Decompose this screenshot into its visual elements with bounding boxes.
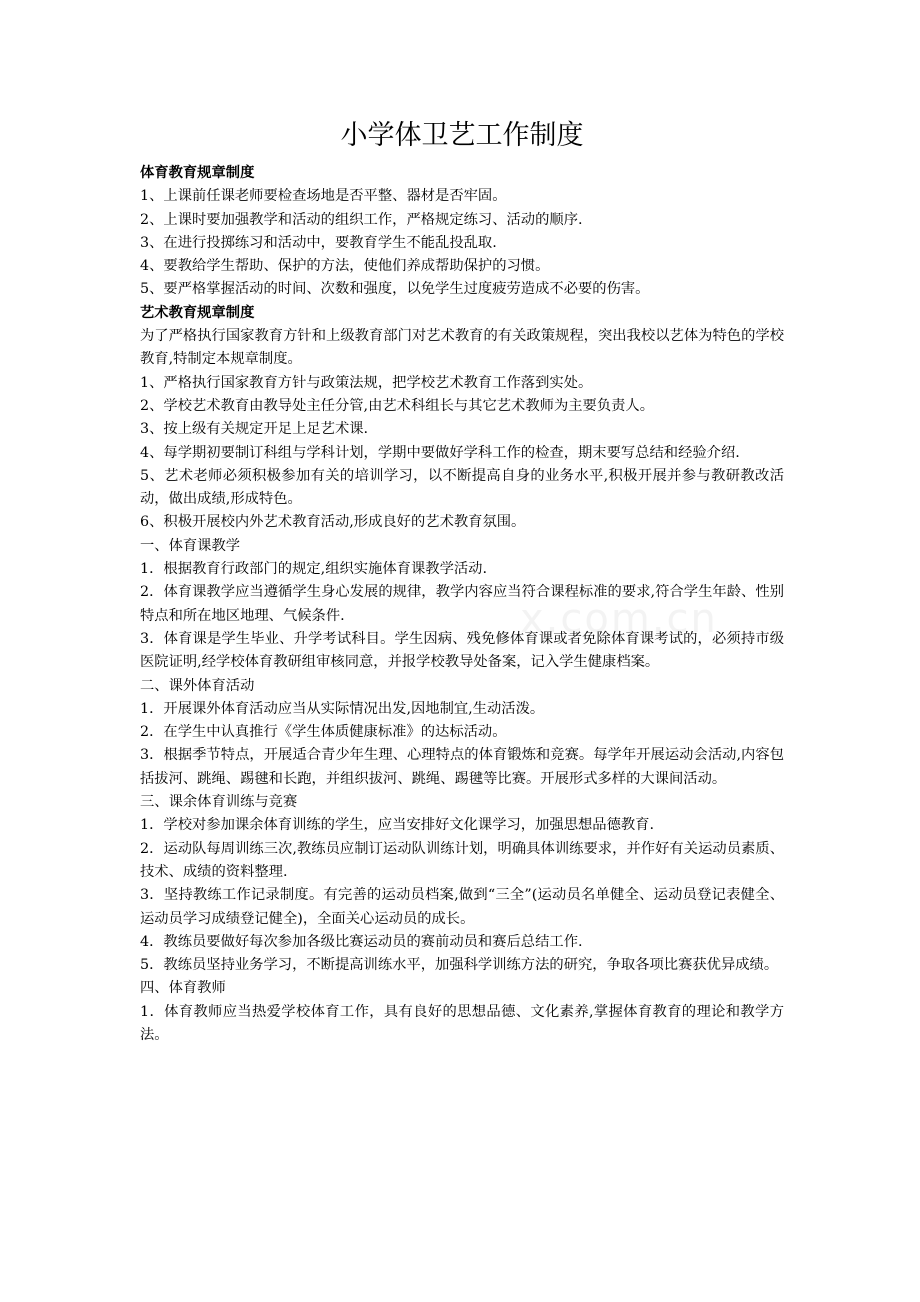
paragraph-line: 1．学校对参加课余体育训练的学生，应当安排好文化课学习，加强思想品德教育.: [140, 817, 655, 834]
paragraph-line: 4、要教给学生帮助、保护的方法，使他们养成帮助保护的习惯。: [140, 258, 550, 275]
document-page: [140, 112, 784, 1047]
paragraph-line: 6、积极开展校内外艺术教育活动,形成良好的艺术教育氛围。: [140, 514, 526, 531]
paragraph-line: 1．根据教育行政部门的规定,组织实施体育课教学活动.: [140, 561, 488, 578]
paragraph-line: 2、学校艺术教育由教导处主任分管,由艺术科组长与其它艺术教师为主要负责人。: [140, 397, 655, 414]
paragraph-line: 3、按上级有关规定开足上足艺术课.: [140, 421, 369, 438]
paragraph-line: 四、体育教师: [140, 980, 226, 997]
paragraph-line: 5．教练员坚持业务学习，不断提高训练水平，加强科学训练方法的研究，争取各项比赛获优异成绩。: [140, 957, 779, 974]
paragraph-line: 5、艺术老师必须积极参加有关的培训学习，以不断提高自身的业务水平,积极开展并参与教研教改活动，做出成绩,形成特色。: [140, 467, 784, 508]
document-title: 小学体卫艺工作制度: [340, 120, 584, 151]
paragraph-line: 二、课外体育活动: [140, 677, 255, 694]
paragraph-line: 2．在学生中认真推行《学生体质健康标准》的达标活动。: [140, 724, 507, 741]
paragraph-line: 3．体育课是学生毕业、升学考试科目。学生因病、残免修体育课或者免除体育课考试的，必须持市级医院证明,经学校体育教研组审核同意，并报学校教导处备案，记入学生健康档案。: [140, 630, 784, 671]
paragraph-line: 3、在进行投掷练习和活动中，要教育学生不能乱投乱取.: [140, 234, 497, 251]
paragraph-line: 4．教练员要做好每次参加各级比赛运动员的赛前动员和赛后总结工作.: [140, 933, 583, 950]
paragraph-line: 1、上课前任课老师要检查场地是否平整、器材是否牢固。: [140, 188, 507, 205]
paragraph-line: 1．体育教师应当热爱学校体育工作，具有良好的思想品德、文化素养,掌握体育教育的理论和教学方法。: [140, 1003, 784, 1043]
paragraph-line: 2．体育课教学应当遵循学生身心发展的规律，教学内容应当符合课程标准的要求,符合学生年龄、性别特点和所在地区地理、气候条件.: [140, 584, 784, 624]
section-heading: 体育教育规章制度: [140, 165, 255, 181]
section-heading: 艺术教育规章制度: [140, 304, 255, 321]
document-body: [140, 162, 784, 1047]
paragraph-line: 三、课余体育训练与竞赛: [140, 794, 298, 811]
paragraph-line: 5、要严格掌握活动的时间、次数和强度，以免学生过度疲劳造成不必要的伤害。: [140, 281, 650, 298]
paragraph-line: 一、体育课教学: [140, 537, 241, 554]
paragraph-line: 1．开展课外体育活动应当从实际情况出发,因地制宜,生动活泼。: [140, 700, 545, 717]
paragraph-line: 2．运动队每周训练三次,教练员应制订运动队训练计划，明确具体训练要求，并作好有关运动员素质、技术、成绩的资料整理.: [140, 840, 784, 880]
paragraph-line: 2、上课时要加强教学和活动的组织工作，严格规定练习、活动的顺序.: [140, 211, 583, 228]
paragraph-line: 3．根据季节特点，开展适合青少年生理、心理特点的体育锻炼和竞赛。每学年开展运动会活动,内容包括拔河、跳绳、踢毽和长跑，并组织拔河、跳绳、踢毽等比赛。开展形式多样的大课间活动。: [140, 747, 784, 787]
paragraph-line: 4、每学期初要制订科组与学科计划，学期中要做好学科工作的检查，期末要写总结和经验介绍.: [140, 444, 740, 461]
paragraph-line: 1、严格执行国家教育方针与政策法规，把学校艺术教育工作落到实处。: [140, 374, 593, 391]
paragraph-line: 为了严格执行国家教育方针和上级教育部门对艺术教育的有关政策规程，突出我校以艺体为特色的学校教育,特制定本规章制度。: [140, 328, 784, 368]
watermark-text: x.com.cn: [520, 596, 718, 642]
paragraph-line: 3．坚持教练工作记录制度。有完善的运动员档案,做到“三全”(运动员名单健全、运动员登记表健全、运动员学习成绩登记健全)，全面关心运动员的成长。: [140, 887, 784, 927]
